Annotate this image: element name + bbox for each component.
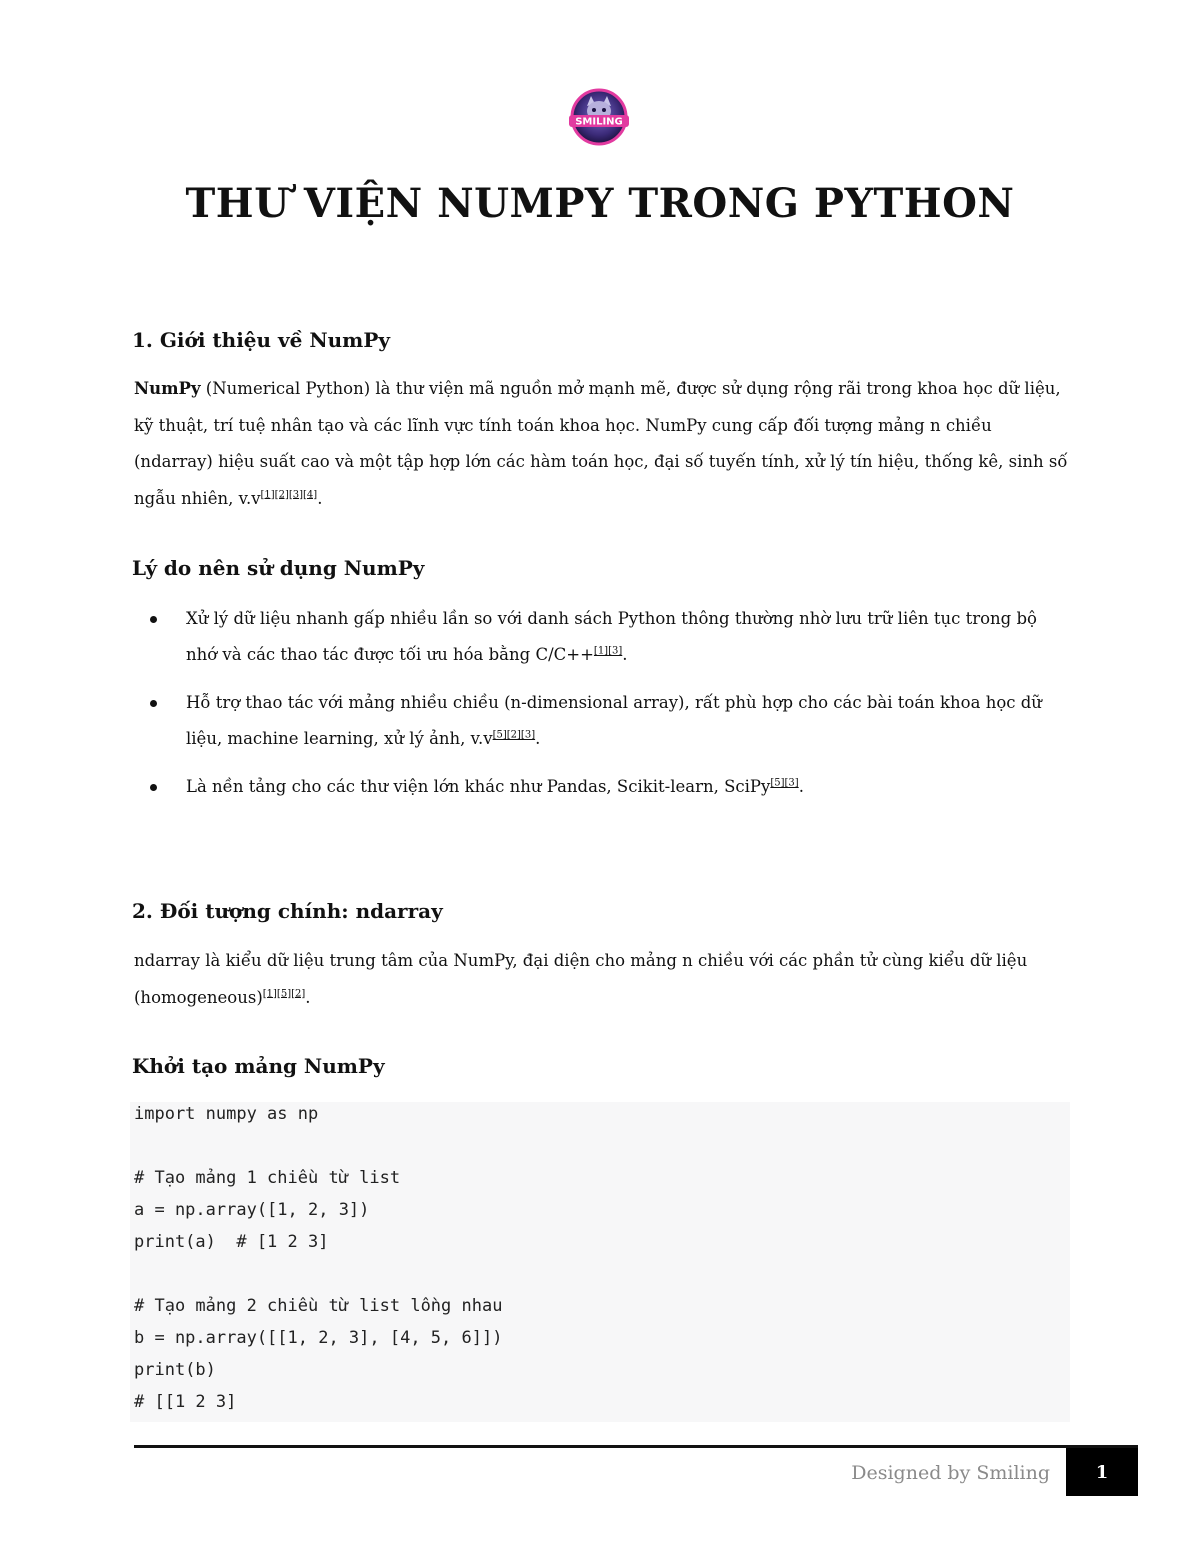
footer-divider <box>134 1445 1138 1448</box>
footer-designed-by: Designed by Smiling <box>851 1462 1050 1484</box>
intro-paragraph <box>134 371 1074 517</box>
svg-text:SMILING: SMILING <box>575 116 623 128</box>
code-line: # Tạo mảng 2 chiều từ list lồng nhau <box>134 1296 503 1316</box>
citation-link[interactable]: [5][2][3] <box>492 729 536 741</box>
ndarray-text: ndarray là kiểu dữ liệu trung tâm của NumPy, đại diện cho mảng n chiều với các phần tử cùng kiểu dữ liệu (homogeneous) <box>134 951 1028 1007</box>
ndarray-paragraph <box>134 943 1074 1016</box>
smiling-logo-icon <box>565 86 633 148</box>
code-line: import numpy as np <box>134 1104 319 1124</box>
page-number-box <box>1066 1448 1138 1496</box>
list-item-end: . <box>798 777 804 796</box>
citation-link[interactable]: [1][3] <box>593 645 623 657</box>
numpy-bold-term: NumPy <box>134 379 201 398</box>
list-item <box>134 685 1064 757</box>
list-item <box>134 601 1064 673</box>
list-item-end: . <box>535 729 541 748</box>
page-title: THƯ VIỆN NUMPY TRONG PYTHON <box>185 180 1015 227</box>
page-number: 1 <box>1095 1461 1109 1483</box>
list-item-text: Là nền tảng cho các thư viện lớn khác như Pandas, Scikit-learn, SciPy <box>186 777 771 796</box>
intro-end: . <box>317 488 323 508</box>
code-line: b = np.array([[1, 2, 3], [4, 5, 6]]) <box>134 1328 503 1348</box>
section-heading-intro: 1. Giới thiệu về NumPy <box>132 328 390 352</box>
reasons-list <box>134 601 1064 817</box>
list-item-end: . <box>622 645 628 664</box>
citation-link[interactable]: [5][3] <box>770 777 799 789</box>
code-line: # Tạo mảng 1 chiều từ list <box>134 1168 401 1188</box>
section-heading-reasons: Lý do nên sử dụng NumPy <box>132 556 425 580</box>
code-block <box>130 1102 1070 1422</box>
section-heading-ndarray: 2. Đối tượng chính: ndarray <box>132 899 443 923</box>
list-item <box>134 769 1064 805</box>
code-line: # [[1 2 3] <box>134 1392 237 1412</box>
citation-link[interactable]: [1][2][3][4] <box>260 489 318 500</box>
list-item-text: Hỗ trợ thao tác với mảng nhiều chiều (n-dimensional array), rất phù hợp cho các bài toán khoa học dữ liệu, machine learning, xử lý ảnh, v.v <box>186 693 1042 748</box>
ndarray-end: . <box>305 987 311 1007</box>
list-item-text: Xử lý dữ liệu nhanh gấp nhiều lần so với danh sách Python thông thường nhờ lưu trữ liên tục trong bộ nhớ và các thao tác được tối ưu hóa bằng C/C++ <box>186 609 1037 664</box>
code-line: print(b) <box>134 1360 216 1380</box>
section-heading-create: Khởi tạo mảng NumPy <box>132 1054 385 1078</box>
code-line: print(a) # [1 2 3] <box>134 1232 329 1252</box>
citation-link[interactable]: [1][5][2] <box>262 988 306 999</box>
code-line: a = np.array([1, 2, 3]) <box>134 1200 370 1220</box>
intro-text: (Numerical Python) là thư viện mã nguồn mở mạnh mẽ, được sử dụng rộng rãi trong khoa học dữ liệu, kỹ thuật, trí tuệ nhân tạo và các lĩnh vực tính toán khoa học. NumPy cung cấp đối tượng mảng n chiều (ndarray) hiệu suất cao và một tập hợp lớn các hàm toán học, đại số tuyến tính, xử lý tín hiệu, thống kê, sinh số ngẫu nhiên, v.v <box>134 379 1068 508</box>
